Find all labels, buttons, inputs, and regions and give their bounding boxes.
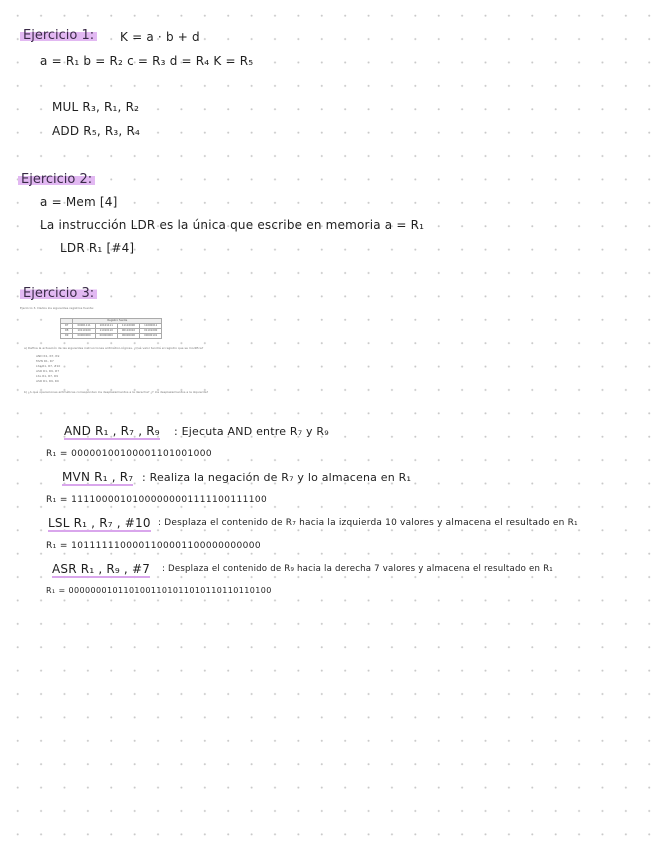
embed-code-line: ASR R1, R9, #7 [36,369,60,373]
ex2-title: Ejercicio 2: [18,172,95,187]
ex2-line3: LDR R₁ [#4] [60,241,135,255]
ex1-title: Ejercicio 1: [20,28,97,43]
embed-question-a: a) Defina la actuación de las siguientes instrucciones aritmético-lógicas. ¿Qué valor tendrá el registro que se modifica? [24,346,204,350]
ex3-instr-lsl: LSL R₁ , R₇ , #10 [48,516,151,530]
ex2-line2: La instrucción LDR es la única que escribe en memoria a = R₁ [40,218,425,232]
table-cell: R7 [61,324,73,329]
embed-question-b: b) ¿A qué operaciones aritméticas corresponden los desplazamientos a la derecha? ¿Y los desplazamientos a la izquierda? [24,390,209,394]
ex3-result-lsl: R₁ = 1011111100001100001100000000000 [46,541,262,551]
ex3-result-and: R₁ = 00000100100001101001000 [46,449,213,459]
table-cell: 11010110 [95,329,117,334]
ex1-formula: K = a · b + d [120,30,200,44]
embed-code-line: MVN R1, R7 [36,359,54,363]
exercise-screenshot [20,304,209,412]
table-cell: 11110000 [117,324,139,329]
ex3-instr-mvn-desc: : Realiza la negación de R₇ y lo almacena en R₁ [142,471,412,484]
embed-code-line: LSL R1, R7, #10 [36,364,61,368]
ex3-instr-asr: ASR R₁ , R₉ , #7 [52,562,151,576]
ex3-instr-asr-desc: : Desplaza el contenido de R₉ hacia la derecha 7 valores y almacena el resultado en R₁ [162,564,553,574]
table-row [61,334,162,339]
table-cell: R9 [61,334,73,339]
register-table [60,318,162,339]
ex1-code-add: ADD R₅, R₃, R₄ [52,124,141,138]
table-cell: 00000101 [140,334,162,339]
ex2-line1: a = Mem [4] [40,195,118,209]
table-cell: 10110100 [73,329,95,334]
embed-code-line: LSL R1, R7, R9 [36,374,58,378]
register-table-header: Registro fuente [73,319,162,324]
table-cell: 00000000 [73,334,95,339]
ex3-instr-and-desc: : Ejecuta AND entre R₇ y R₉ [174,425,329,438]
ex3-title: Ejercicio 3: [20,286,97,301]
ex3-instr-lsl-desc: : Desplaza el contenido de R₇ hacia la izquierda 10 valores y almacena el resultado en R₁ [158,518,578,528]
ex3-result-asr: R₁ = 0000000101101001101011010110110110100 [46,586,272,595]
table-cell: 00110010 [117,329,139,334]
table-cell: 01101000 [140,329,162,334]
ex3-instr-mvn: MVN R₁ , R₇ [62,470,134,484]
ex3-result-mvn: R₁ = 11110000101000000001111100111100 [46,495,268,505]
embed-heading: Ejercicio 3. Dados los siguientes registros fuente: [20,306,94,310]
table-cell: 00000000 [95,334,117,339]
table-cell: 11000011 [140,324,162,329]
embed-code-line: AND R1, R7, R9 [36,354,60,358]
ex1-assignments: a = R₁ b = R₂ c = R₃ d = R₄ K = R₅ [40,54,254,68]
ex3-instr-and: AND R₁ , R₇ , R₉ [64,424,160,438]
embed-code-line: ASR R1, R9, R9 [36,379,59,383]
table-cell: R8 [61,329,73,334]
table-cell: 00000000 [117,334,139,339]
table-cell: 10101111 [95,324,117,329]
table-cell: 00001111 [73,324,95,329]
ex1-code-mul: MUL R₃, R₁, R₂ [52,100,140,114]
